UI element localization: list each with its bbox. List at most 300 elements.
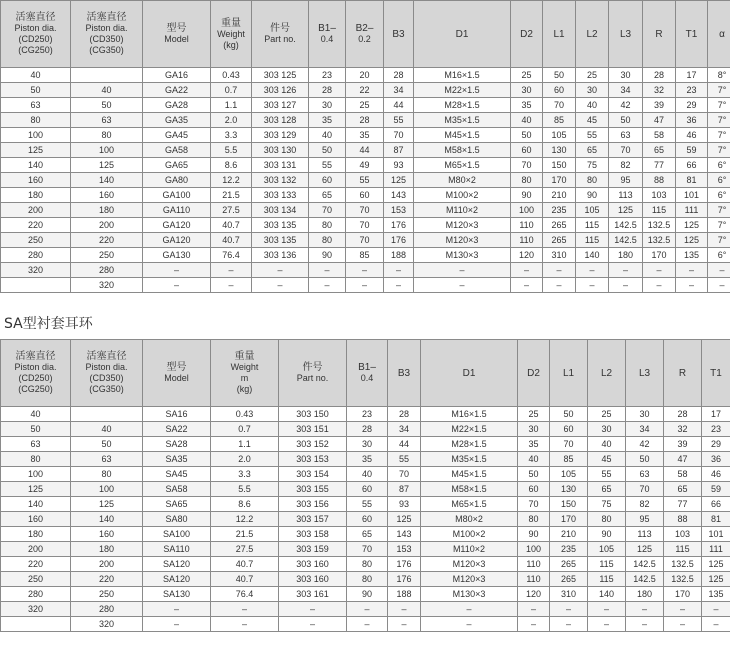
table-cell: 70 [384,128,414,143]
table-row [1,203,730,218]
column-header [626,340,664,407]
table-cell: GA22 [143,83,211,98]
table-cell: 6° [708,173,730,188]
table-cell: 180 [71,542,143,557]
table-cell: 35 [309,113,346,128]
table-cell: – [588,602,626,617]
table-cell: 140 [588,587,626,602]
table-cell: M65×1.5 [414,158,511,173]
table-cell: GA120 [143,233,211,248]
table-cell: 40.7 [211,233,252,248]
table-cell: 65 [347,527,388,542]
table-cell: 143 [388,527,421,542]
table-cell: 28 [309,83,346,98]
table-cell: – [211,263,252,278]
table-cell: 101 [702,527,730,542]
table-cell: – [576,278,609,293]
table-cell: 88 [664,512,702,527]
table-cell: 85 [550,452,588,467]
table-row [1,557,730,572]
table-cell: 6° [708,188,730,203]
table-cell: 200 [1,203,71,218]
table-cell: 7° [708,233,730,248]
table-cell: 29 [676,98,708,113]
table-cell: 250 [1,572,71,587]
column-header-zh: L2 [586,28,598,40]
table-cell: 100 [71,482,143,497]
table-cell: 76.4 [211,587,279,602]
table-cell: 7° [708,128,730,143]
table-cell: M100×2 [421,527,518,542]
table-row [1,83,730,98]
table-cell: M16×1.5 [414,68,511,83]
table-cell: 180 [71,203,143,218]
table-cell: 30 [576,83,609,98]
table-cell: 220 [1,557,71,572]
table-cell: 85 [346,248,384,263]
table-cell: M120×3 [414,233,511,248]
table-cell: 176 [384,218,414,233]
table-cell: – [143,602,211,617]
table-cell: – [702,617,730,632]
table-cell: 7° [708,203,730,218]
table-cell: 150 [543,158,576,173]
table-cell: 220 [1,218,71,233]
table-cell: 70 [346,218,384,233]
table-cell: GA110 [143,203,211,218]
table-cell: 25 [518,407,550,422]
column-header-en: Part no. [264,34,296,44]
table-cell: 39 [664,437,702,452]
column-header-zh: B1– [318,23,336,34]
table-cell: 50 [1,83,71,98]
table-cell: 42 [626,437,664,452]
table-header-row [1,1,730,68]
table-cell: 80 [347,557,388,572]
table-cell: – [309,263,346,278]
table-cell: – [388,617,421,632]
column-header-en: (kg) [236,384,253,394]
column-header [347,340,388,407]
table-cell: 303 132 [252,173,309,188]
table-cell: 303 128 [252,113,309,128]
table-cell: – [211,602,279,617]
table-cell: 35 [347,452,388,467]
table-cell: 2.0 [211,452,279,467]
table-row [1,278,730,293]
table-cell: 70 [543,98,576,113]
table-cell: 142.5 [626,557,664,572]
table-cell: – [346,263,384,278]
ga-rod-eye-table [0,0,730,293]
table-cell: – [626,602,664,617]
table-cell: 30 [347,437,388,452]
table-cell: 90 [347,587,388,602]
table-cell: – [309,278,346,293]
table-cell: – [346,278,384,293]
table-cell: 132.5 [643,218,676,233]
column-header-en: Weight [217,28,245,39]
table-cell: 105 [588,542,626,557]
table-cell: 142.5 [626,572,664,587]
table-cell: – [676,278,708,293]
table-cell: 125 [384,173,414,188]
table-cell: 2.0 [211,113,252,128]
table-cell: – [643,263,676,278]
table-cell: 170 [643,248,676,263]
table-cell: 115 [664,542,702,557]
column-header-zh: B3 [397,367,411,379]
table-cell: 100 [1,467,71,482]
table-row [1,497,730,512]
table-cell: M130×3 [414,248,511,263]
table-cell: M110×2 [414,203,511,218]
table-cell: 76.4 [211,248,252,263]
table-cell: 320 [1,263,71,278]
table-cell: 130 [550,482,588,497]
table-cell: 49 [346,158,384,173]
table-cell: 12.2 [211,512,279,527]
table-cell: 65 [664,482,702,497]
table-cell: 160 [71,188,143,203]
column-header [346,1,384,68]
column-header-zh: D2 [527,367,540,379]
table-cell: 5.5 [211,143,252,158]
table-cell: 30 [309,98,346,113]
table-cell: 32 [643,83,676,98]
column-header-en: 0.4 [360,373,374,383]
column-header-zh: 活塞直径 [86,12,127,23]
table-cell: 303 159 [279,542,347,557]
table-cell: GA16 [143,68,211,83]
table-cell: 50 [511,128,543,143]
column-header [252,1,309,68]
table-cell: 70 [609,143,643,158]
table-cell: 0.7 [211,422,279,437]
column-header-zh: 活塞直径 [86,351,127,362]
column-header [309,1,346,68]
table-cell: 280 [71,602,143,617]
column-header [143,1,211,68]
column-header-en: (kg) [223,39,239,50]
table-cell: 250 [1,233,71,248]
table-cell: – [211,617,279,632]
table-cell: – [543,278,576,293]
table-cell: 90 [518,527,550,542]
table-cell: 80 [518,512,550,527]
table-cell: 3.3 [211,128,252,143]
column-header-zh: L2 [600,367,613,379]
table-cell: 22 [346,83,384,98]
table-cell: 135 [676,248,708,263]
table-cell: 103 [664,527,702,542]
table-cell: 105 [576,203,609,218]
column-header-zh: 件号 [270,23,290,34]
table-cell: – [664,617,702,632]
table-cell: 93 [388,497,421,512]
table-cell: 142.5 [609,233,643,248]
table-cell: 303 133 [252,188,309,203]
table-cell: – [347,602,388,617]
table-cell: 70 [518,497,550,512]
table-cell: 303 129 [252,128,309,143]
table-cell: 160 [1,512,71,527]
table-cell: 81 [676,173,708,188]
table-cell: 125 [388,512,421,527]
table-cell: 28 [664,407,702,422]
table-cell: 40 [511,113,543,128]
table-cell: 7° [708,143,730,158]
table-cell: 75 [588,497,626,512]
table-cell: 28 [388,407,421,422]
table-cell: 310 [550,587,588,602]
table-cell: 50 [1,422,71,437]
table-cell: GA80 [143,173,211,188]
table-cell: SA45 [143,467,211,482]
table-cell: GA58 [143,143,211,158]
table-cell: 28 [643,68,676,83]
table-cell: 303 130 [252,143,309,158]
table-cell: 77 [664,497,702,512]
table-row [1,158,730,173]
table-cell: SA100 [143,527,211,542]
table-cell: 65 [576,143,609,158]
table-row [1,422,730,437]
table-row [1,587,730,602]
column-header-zh: 型号 [166,362,187,373]
table-cell: 40.7 [211,218,252,233]
section-title: SA型衬套耳环 [4,316,93,332]
table-cell [1,617,71,632]
table-cell: – [588,617,626,632]
table-cell: 25 [588,407,626,422]
table-cell: 39 [643,98,676,113]
table-row [1,437,730,452]
table-cell: 30 [511,83,543,98]
table-cell: 75 [576,158,609,173]
table-cell: – [676,263,708,278]
table-cell: 280 [1,248,71,263]
table-cell: 95 [626,512,664,527]
table-cell: 40 [1,407,71,422]
table-cell: – [708,263,730,278]
table-cell: M28×1.5 [421,437,518,452]
column-header-en: (CD350) [89,373,124,383]
table-cell: 34 [384,83,414,98]
table-cell: – [252,278,309,293]
table-cell: 80 [511,173,543,188]
table-header-row [1,340,730,407]
table-cell: 265 [550,572,588,587]
table-cell: M35×1.5 [414,113,511,128]
table-cell: 30 [626,407,664,422]
table-cell: 5.5 [211,482,279,497]
table-cell: – [211,278,252,293]
table-cell: 140 [1,497,71,512]
table-cell: – [702,602,730,617]
table-cell: 125 [676,218,708,233]
column-header [211,1,252,68]
column-header-en: (CG350) [89,45,124,55]
table-cell: 100 [511,203,543,218]
table-cell: SA22 [143,422,211,437]
table-row [1,113,730,128]
table-cell: 34 [609,83,643,98]
table-cell: 125 [609,203,643,218]
table-cell: – [143,263,211,278]
column-header [211,340,279,407]
table-cell: – [421,617,518,632]
table-cell: 111 [702,542,730,557]
column-header-zh: L1 [562,367,575,379]
table-cell: 70 [550,437,588,452]
table-cell: 125 [71,158,143,173]
table-cell: 40 [588,437,626,452]
table-cell: – [518,617,550,632]
table-cell: 110 [511,233,543,248]
table-cell: 50 [609,113,643,128]
table-row [1,602,730,617]
table-cell: 235 [550,542,588,557]
table-row [1,143,730,158]
table-cell: 188 [388,587,421,602]
column-header [588,340,626,407]
column-header-zh: 型号 [166,23,187,34]
table-row [1,263,730,278]
table-cell: 25 [576,68,609,83]
table-cell: 125 [702,572,730,587]
table-cell: 105 [543,128,576,143]
table-cell: SA16 [143,407,211,422]
table-cell: 110 [518,557,550,572]
table-cell: – [626,617,664,632]
table-cell: 34 [388,422,421,437]
table-cell: 303 151 [279,422,347,437]
table-cell: M45×1.5 [414,128,511,143]
table-cell: 65 [309,188,346,203]
table-cell: 27.5 [211,542,279,557]
table-cell [71,407,143,422]
column-header-en: Part no. [296,373,329,383]
table-cell: M80×2 [421,512,518,527]
table-cell: M28×1.5 [414,98,511,113]
table-cell: 34 [626,422,664,437]
table-cell: 87 [384,143,414,158]
table-cell: 6° [708,158,730,173]
table-row [1,188,730,203]
column-header-zh: L3 [638,367,651,379]
table-cell: 25 [511,68,543,83]
column-header-zh: 件号 [302,362,323,373]
table-cell: 90 [511,188,543,203]
column-header-zh: 活塞直径 [15,12,56,23]
table-cell: 42 [609,98,643,113]
table-cell: 170 [550,512,588,527]
table-cell: 303 125 [252,68,309,83]
table-cell: 63 [1,437,71,452]
column-header-zh: 重量 [234,351,255,362]
table-cell: M120×3 [414,218,511,233]
table-cell: 35 [518,437,550,452]
table-cell: 303 134 [252,203,309,218]
table-cell: 280 [1,587,71,602]
table-cell: 63 [71,113,143,128]
column-header-en: Piston dia. [85,362,128,372]
table-cell: 46 [702,467,730,482]
table-cell: – [143,617,211,632]
column-header [702,340,730,407]
column-header-zh: 活塞直径 [15,351,56,362]
table-cell: 50 [71,98,143,113]
table-cell: 250 [71,587,143,602]
column-header-en: (CG250) [18,45,53,55]
table-cell: 120 [518,587,550,602]
table-cell: 59 [676,143,708,158]
table-cell: SA28 [143,437,211,452]
table-cell: 30 [609,68,643,83]
table-cell: 140 [71,512,143,527]
table-cell: 0.7 [211,83,252,98]
table-cell: 115 [576,233,609,248]
table-cell: 303 155 [279,482,347,497]
table-cell: 40.7 [211,572,279,587]
column-header [511,1,543,68]
table-cell [71,68,143,83]
table-cell: 40 [1,68,71,83]
sa-bush-eye-table [0,339,730,632]
table-cell: – [384,263,414,278]
table-cell: 90 [576,188,609,203]
table-cell: GA28 [143,98,211,113]
table-cell: – [421,602,518,617]
table-cell: – [708,278,730,293]
table-cell: 153 [384,203,414,218]
table-cell: 50 [550,407,588,422]
table-cell: 35 [511,98,543,113]
table-row [1,233,730,248]
table-cell: 125 [1,143,71,158]
table-cell: 46 [676,128,708,143]
table-cell: SA65 [143,497,211,512]
table-cell: 30 [588,422,626,437]
table-cell: 45 [588,452,626,467]
table-cell: 143 [384,188,414,203]
table-cell: 220 [71,233,143,248]
table-cell: 47 [643,113,676,128]
table-cell: 80 [309,218,346,233]
table-cell: 153 [388,542,421,557]
table-cell: 21.5 [211,188,252,203]
table-cell: 303 131 [252,158,309,173]
table-cell: 28 [346,113,384,128]
table-cell: – [143,278,211,293]
table-cell: 6° [708,248,730,263]
table-cell: SA130 [143,587,211,602]
column-header-en: Piston dia. [85,23,128,33]
table-cell: 60 [543,83,576,98]
column-header-zh: D1 [455,28,469,40]
table-cell: 63 [1,98,71,113]
table-cell: 7° [708,113,730,128]
table-cell: 135 [702,587,730,602]
column-header-zh: α [719,28,725,40]
table-cell: 32 [664,422,702,437]
table-cell: 103 [643,188,676,203]
table-cell: 180 [1,527,71,542]
table-cell: – [279,602,347,617]
table-cell: 40 [518,452,550,467]
column-header-zh: B1– [358,362,376,373]
